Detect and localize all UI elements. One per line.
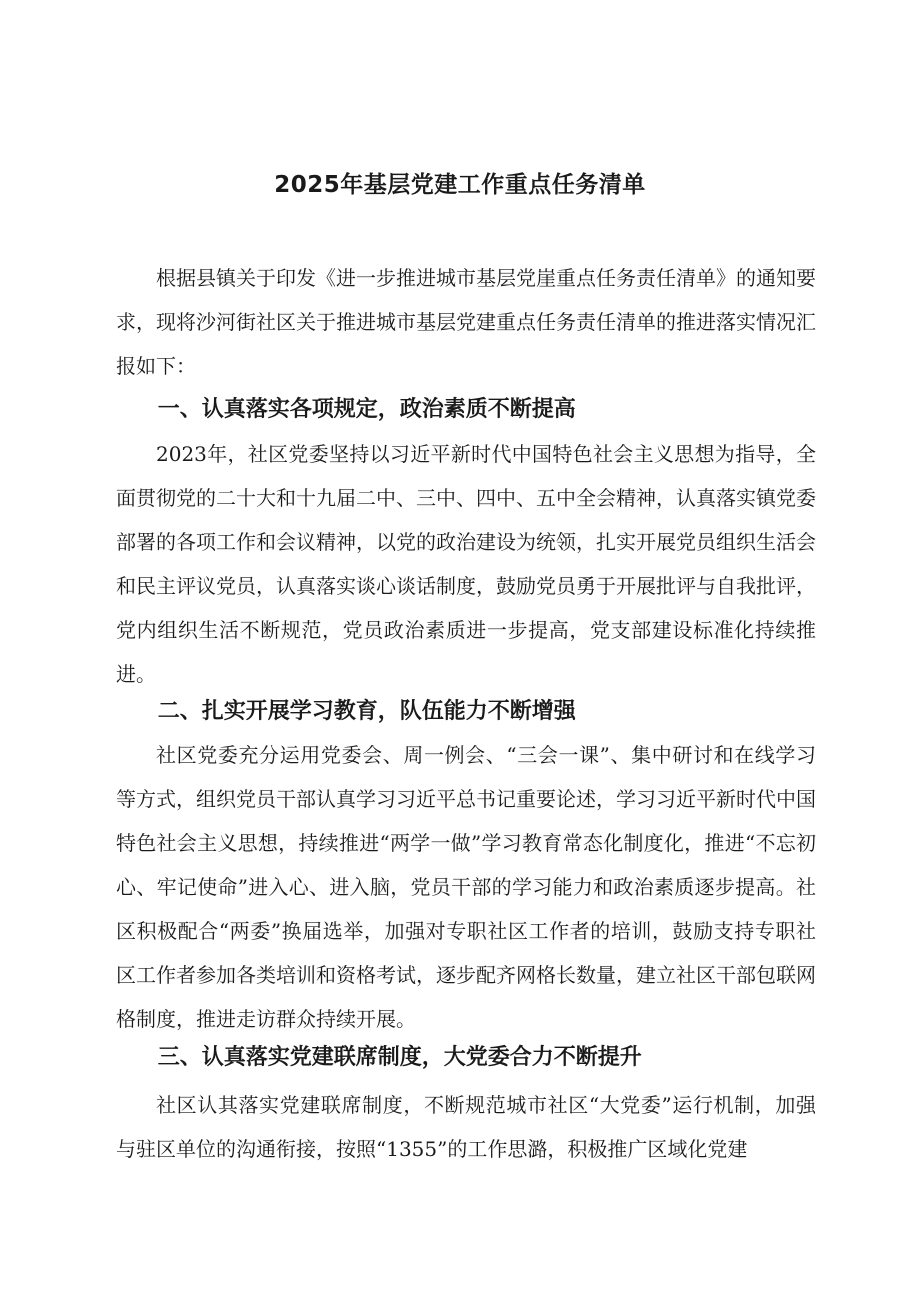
section-2-body: 社区党委充分运用党委会、周一例会、“三会一课”、集中研讨和在线学习等方式，组织党员干部认真学习习近平总书记重要论述，学习习近平新时代中国特色社会主义思想，持续推进“两学一做”学习教育常态化制度化，推进“不忘初心、牢记使命”进入心、进入脑，党员干部的学习能力和政治素质逐步提高。社区积极配合“两委”换届选举，加强对专职社区工作者的培训，鼓励支持专职社区工作者参加各类培训和资格考试，逐步配齐网格长数量，建立社区干部包联网格制度，推进走访群众持续开展。 — [116, 743, 816, 1031]
section-3-heading: 三、认真落实党建联席制度，大党委合力不断提升 — [157, 1045, 642, 1070]
section-2-heading: 二、扎实开展学习教育，队伍能力不断增强 — [157, 699, 576, 724]
document-title: 2025年基层党建工作重点任务清单 — [274, 172, 646, 198]
section-3-body: 社区认其落实党建联席制度，不断规范城市社区“大党委”运行机制，加强与驻区单位的沟通衔接，按照“1355”的工作思潞，积极推广区域化党建 — [116, 1093, 816, 1161]
intro-paragraph: 根据县镇关于印发《进一步推进城市基层党崖重点任务责任清单》的通知要求，现将沙河街社区关于推进城市基层党建重点任务责任清单的推进落实情况汇报如下： — [116, 266, 816, 378]
section-1-heading: 一、认真落实各项规定，政治素质不断提高 — [157, 397, 576, 422]
section-1-body: 2023年，社区党委坚持以习近平新时代中国特色社会主义思想为指导，全面贯彻党的二十大和十九届二中、三中、四中、五中全会精神，认真落实镇党委部署的各项工作和会议精神，以党的政治建设为统领，扎实开展党员组织生活会和民主评议党员，认真落实谈心谈话制度，鼓励党员勇于开展批评与自我批评，党内组织生活不断规范，党员政治素质进一步提高，党支部建设标准化持续推进。 — [116, 442, 816, 686]
